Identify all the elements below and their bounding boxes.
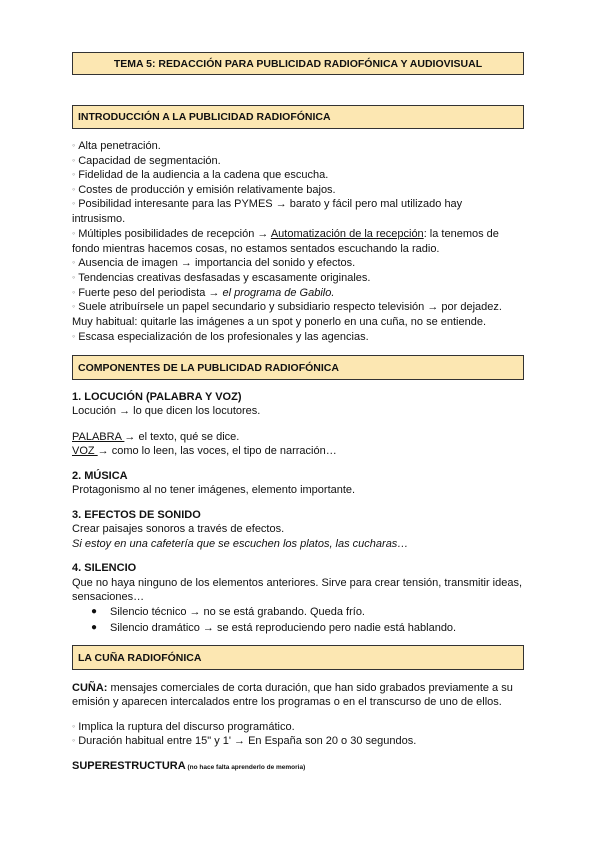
paragraph: Locución → lo que dicen los locutores.	[72, 405, 261, 417]
bullet-icon: ●	[91, 622, 98, 633]
list-item-continuation: fondo mientras hacemos cosas, no estamos sentados escuchando la radio.	[72, 243, 440, 255]
subheading	[72, 759, 305, 775]
list-item: ◦ Implica la ruptura del discurso programático.	[72, 720, 295, 734]
paragraph-continuation: sensaciones…	[72, 591, 145, 603]
list-item-continuation: Muy habitual: quitarle las imágenes a un spot y ponerlo en una cuña, no se entiende.	[72, 316, 486, 328]
underlined-term: VOZ	[72, 445, 98, 457]
small-note: (no hace falta aprenderlo de memoria)	[185, 764, 306, 771]
list-item: ◦ Costes de producción y emisión relativamente bajos.	[72, 183, 336, 197]
paragraph: Protagonismo al no tener imágenes, elemento importante.	[72, 484, 356, 496]
definition	[72, 444, 337, 458]
list-item: ◦ Duración habitual entre 15" y 1' → En España son 20 o 30 segundos.	[72, 734, 416, 748]
list-item	[72, 227, 499, 241]
text: : la tenemos de	[423, 228, 499, 240]
subheading: 2. MÚSICA	[72, 470, 128, 482]
paragraph-continuation: emisión y aparecen intercalados entre los programas o en el transcurso de uno de ellos.	[72, 696, 502, 708]
section-heading-components: COMPONENTES DE LA PUBLICIDAD RADIOFÓNICA	[72, 355, 524, 380]
section-heading-intro: INTRODUCCIÓN A LA PUBLICIDAD RADIOFÓNICA	[72, 105, 524, 129]
subheading: 4. SILENCIO	[72, 562, 137, 574]
list-item	[72, 286, 334, 300]
section-heading-cuna: LA CUÑA RADIOFÓNICA	[72, 645, 524, 670]
subheading: 3. EFECTOS DE SONIDO	[72, 509, 201, 521]
text: mensajes comerciales de corta duración, que han sido grabados previamente a su	[107, 682, 513, 694]
italic-text: el programa de Gabilo.	[222, 287, 335, 299]
list-item: ◦ Ausencia de imagen → importancia del sonido y efectos.	[72, 256, 355, 270]
paragraph	[72, 681, 513, 695]
paragraph: Crear paisajes sonoros a través de efectos.	[72, 523, 285, 535]
list-item: ◦ Capacidad de segmentación.	[72, 154, 221, 168]
list-item-continuation: intrusismo.	[72, 213, 126, 225]
list-item: ◦ Alta penetración.	[72, 139, 161, 153]
list-item: ◦ Suele atribuírsele un papel secundario y subsidiario respecto televisión → por dejadez.	[72, 300, 502, 314]
page-title: TEMA 5: REDACCIÓN PARA PUBLICIDAD RADIOFÓNICA Y AUDIOVISUAL	[72, 52, 524, 75]
text: → el texto, qué se dice.	[124, 431, 240, 443]
text: → como lo leen, las voces, el tipo de narración…	[97, 445, 337, 457]
list-item: ◦ Fidelidad de la audiencia a la cadena que escucha.	[72, 168, 328, 182]
text: Múltiples posibilidades de recepción →	[78, 228, 271, 240]
text: Fuerte peso del periodista →	[78, 287, 223, 299]
list-item: ◦ Escasa especialización de los profesionales y las agencias.	[72, 330, 369, 344]
bullet-icon: ●	[91, 606, 98, 617]
paragraph: Que no haya ninguno de los elementos anteriores. Sirve para crear tensión, transmitir ideas,	[72, 577, 523, 589]
definition	[72, 430, 239, 444]
list-item: Silencio dramático → se está reproduciendo pero nadie está hablando.	[110, 622, 457, 634]
list-item: ◦ Posibilidad interesante para las PYMES → barato y fácil pero mal utilizado hay	[72, 197, 462, 211]
term-label: CUÑA:	[72, 682, 108, 694]
italic-example: Si estoy en una cafetería que se escuchen los platos, las cucharas…	[72, 538, 409, 550]
underlined-term: PALABRA	[72, 431, 125, 443]
list-item: ◦ Tendencias creativas desfasadas y escasamente originales.	[72, 271, 370, 285]
subheading: 1. LOCUCIÓN (PALABRA Y VOZ)	[72, 391, 242, 403]
list-item: Silencio técnico → no se está grabando. Queda frío.	[110, 606, 365, 618]
underlined-term: Automatización de la recepción	[270, 228, 424, 240]
term-label: SUPERESTRUCTURA	[72, 760, 186, 772]
